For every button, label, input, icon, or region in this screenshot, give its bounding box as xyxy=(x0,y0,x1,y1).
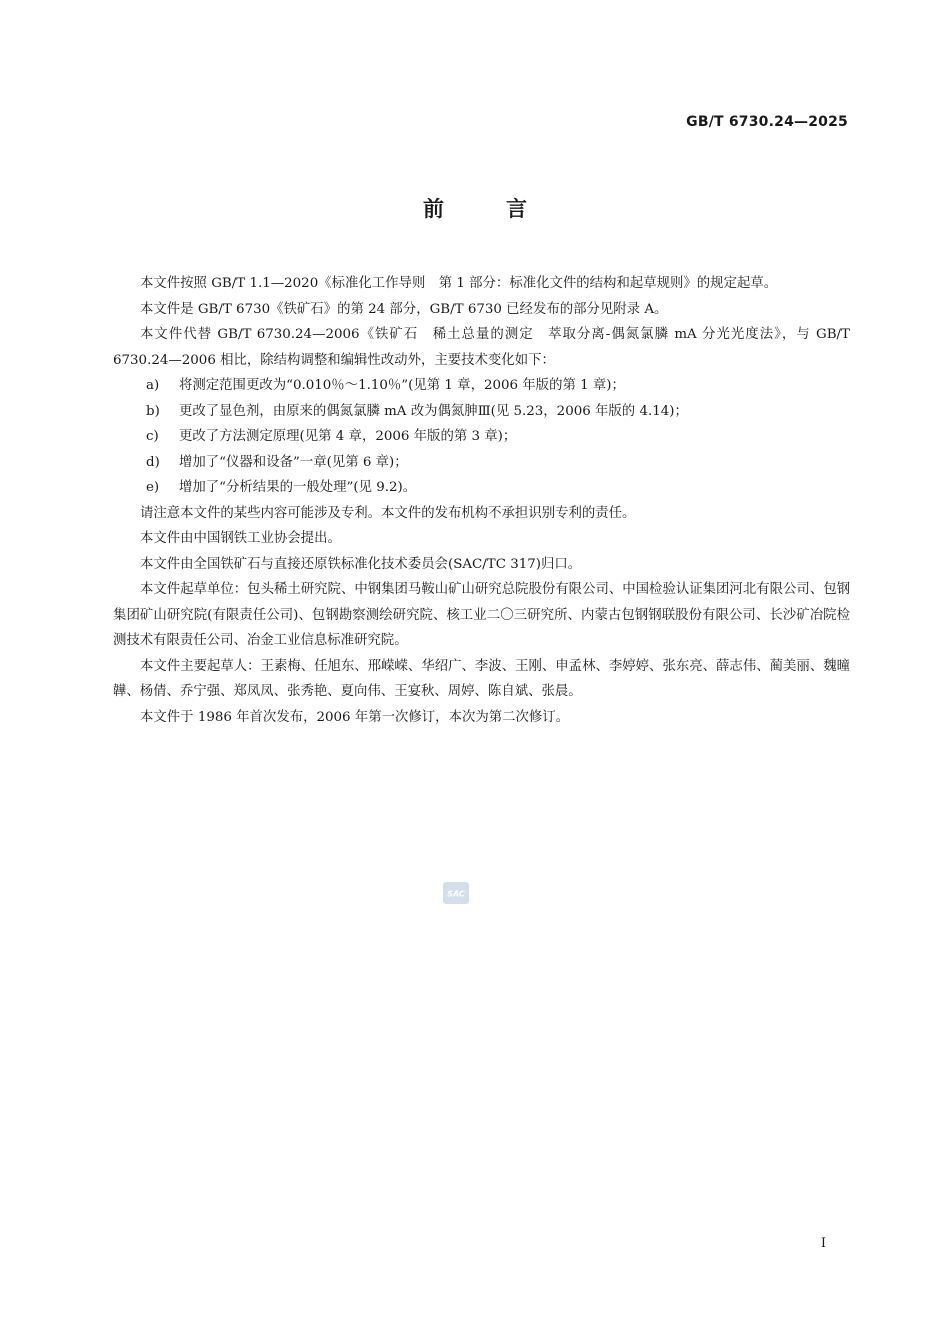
list-item-text: 增加了“仪器和设备”一章(见第 6 章)； xyxy=(179,454,408,470)
list-item-text: 增加了“分析结果的一般处理”(见 9.2)。 xyxy=(179,480,417,495)
paragraph-drafters: 本文件主要起草人：王素梅、任旭东、邢嵘嵘、华绍广、李波、王刚、申孟林、李婷婷、张东亮、薛志伟、蔺美丽、魏曈韡、杨倩、乔宁强、郑凤凤、张秀艳、夏向伟、王宴秋、周婷、陈自斌、张晨。 xyxy=(113,658,850,699)
page-title: 前言 xyxy=(423,197,589,221)
list-item-text: 更改了方法测定原理(见第 4 章，2006 年版的第 3 章)； xyxy=(179,429,517,444)
paragraph-committee: 本文件由全国铁矿石与直接还原铁标准化技术委员会(SAC/TC 317)归口。 xyxy=(140,556,582,572)
list-item-text: 更改了显色剂，由原来的偶氮氯膦 mA 改为偶氮胂Ⅲ(见 5.23，2006 年版的 4.14)； xyxy=(179,403,688,419)
list-item xyxy=(113,450,850,476)
list-item xyxy=(113,475,850,501)
list-item-text: 将测定范围更改为“0.010％～1.10％”(见第 1 章，2006 年版的第 1 章)； xyxy=(179,378,625,393)
list-item xyxy=(113,424,850,450)
paragraph-patent-notice: 请注意本文件的某些内容可能涉及专利。本文件的发布机构不承担识别专利的责任。 xyxy=(140,505,636,521)
sac-logo-text: SAC xyxy=(447,889,465,899)
paragraph-history: 本文件于 1986 年首次发布，2006 年第一次修订，本次为第二次修订。 xyxy=(140,709,570,725)
list-item xyxy=(113,399,850,425)
paragraph-replaces: 本文件代替 GB/T 6730.24—2006《铁矿石 稀土总量的测定 萃取分离-偶氮氯膦 mA 分光光度法》，与 GB/T 6730.24—2006 相比，除结构调整和编辑性改动外，主要技术变化如下： xyxy=(113,327,850,368)
list-item-label: c) xyxy=(146,429,159,444)
list-item xyxy=(113,373,850,399)
page-number: I xyxy=(820,1236,826,1251)
list-item-label: d) xyxy=(146,454,160,470)
list-item-label: e) xyxy=(146,480,160,495)
list-item-label: a) xyxy=(146,378,160,393)
paragraph-proposer: 本文件由中国钢铁工业协会提出。 xyxy=(140,531,341,546)
paragraph-drafting-units: 本文件起草单位：包头稀土研究院、中钢集团马鞍山矿山研究总院股份有限公司、中国检验认证集团河北有限公司、包钢集团矿山研究院(有限责任公司)、包钢勘察测绘研究院、核工业二〇三研究所、内蒙古包钢钢联股份有限公司、长沙矿冶院检测技术有限责任公司、冶金工业信息标准研究院。 xyxy=(113,582,850,648)
foreword-body xyxy=(113,271,850,730)
paragraph-part-info: 本文件是 GB/T 6730《铁矿石》的第 24 部分，GB/T 6730 已经发布的部分见附录 A。 xyxy=(140,301,668,317)
standard-code: GB/T 6730.24—2025 xyxy=(686,114,848,130)
list-item-label: b) xyxy=(146,403,160,419)
sac-logo-icon xyxy=(443,882,469,904)
paragraph-drafting-rules: 本文件按照 GB/T 1.1—2020《标准化工作导则 第 1 部分：标准化文件的结构和起草规则》的规定起草。 xyxy=(140,276,778,291)
